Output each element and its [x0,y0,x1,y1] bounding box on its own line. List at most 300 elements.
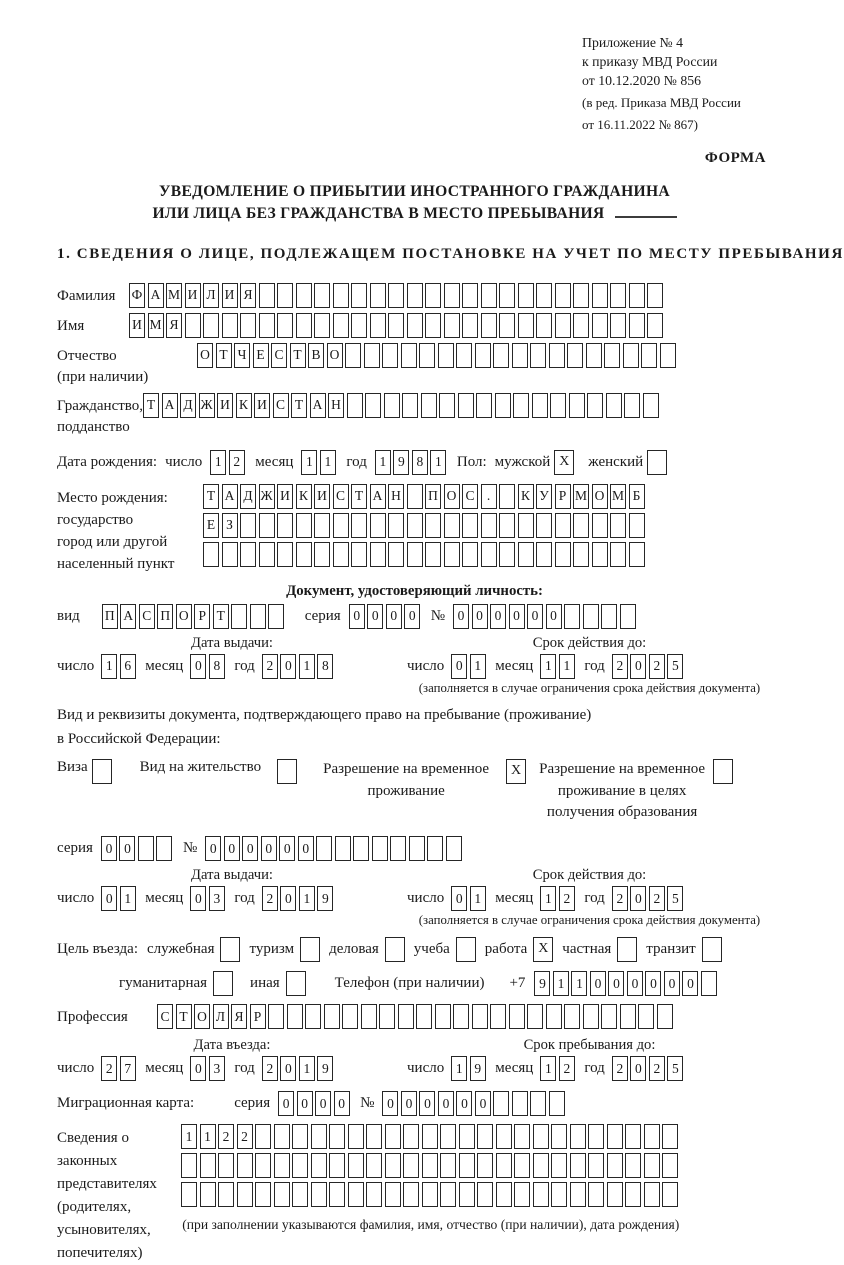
char-cell[interactable] [638,1004,654,1029]
char-cell[interactable] [385,1182,401,1207]
char-cell[interactable]: Я [231,1004,247,1029]
char-cell[interactable] [388,542,404,567]
char-cell[interactable]: Б [629,484,645,509]
char-cell[interactable] [296,283,312,308]
char-cell[interactable]: И [277,484,293,509]
char-cell[interactable]: 0 [101,836,117,861]
char-cell[interactable] [361,1004,377,1029]
char-cell[interactable] [644,1153,660,1178]
char-cell[interactable] [314,283,330,308]
char-cell[interactable]: С [333,484,349,509]
char-cell[interactable] [493,1091,509,1116]
char-cell[interactable] [624,393,640,418]
char-cell[interactable] [459,1182,475,1207]
char-cell[interactable]: 1 [181,1124,197,1149]
char-cell[interactable]: О [194,1004,210,1029]
char-cell[interactable]: 1 [553,971,569,996]
char-cell[interactable]: А [310,393,326,418]
char-cell[interactable] [499,484,515,509]
char-cell[interactable] [277,542,293,567]
char-cell[interactable] [296,542,312,567]
char-cell[interactable] [623,343,639,368]
char-cell[interactable] [422,1153,438,1178]
char-cell[interactable]: А [148,283,164,308]
char-cell[interactable] [398,1004,414,1029]
char-cell[interactable]: Я [240,283,256,308]
char-cell[interactable]: 0 [190,654,206,679]
char-cell[interactable]: Т [176,1004,192,1029]
char-cell[interactable] [181,1182,197,1207]
char-cell[interactable] [255,1153,271,1178]
char-cell[interactable]: 0 [280,1056,296,1081]
char-cell[interactable] [625,1153,641,1178]
char-cell[interactable] [370,542,386,567]
char-cell[interactable] [588,1124,604,1149]
char-cell[interactable] [587,393,603,418]
char-cell[interactable] [620,1004,636,1029]
char-cell[interactable] [277,283,293,308]
char-cell[interactable] [644,1124,660,1149]
char-cell[interactable] [458,393,474,418]
char-cell[interactable]: 1 [299,654,315,679]
char-cell[interactable] [370,513,386,538]
char-cell[interactable]: 0 [261,836,277,861]
char-cell[interactable]: 0 [349,604,365,629]
char-cell[interactable] [573,513,589,538]
char-cell[interactable] [530,1091,546,1116]
char-cell[interactable] [351,513,367,538]
char-cell[interactable]: О [592,484,608,509]
char-cell[interactable]: 8 [412,450,428,475]
char-cell[interactable] [277,313,293,338]
char-cell[interactable]: 1 [301,450,317,475]
residence-permit-checkbox[interactable] [277,759,297,784]
char-cell[interactable] [425,313,441,338]
char-cell[interactable]: 0 [334,1091,350,1116]
char-cell[interactable]: К [518,484,534,509]
char-cell[interactable] [536,542,552,567]
char-cell[interactable]: 9 [393,450,409,475]
char-cell[interactable] [660,343,676,368]
char-cell[interactable] [427,836,443,861]
char-cell[interactable]: М [573,484,589,509]
char-cell[interactable] [514,1124,530,1149]
char-cell[interactable]: Ф [129,283,145,308]
char-cell[interactable]: Е [253,343,269,368]
char-cell[interactable]: 0 [315,1091,331,1116]
char-cell[interactable]: 0 [386,604,402,629]
char-cell[interactable] [546,1004,562,1029]
purpose-chastnaya-checkbox[interactable] [617,937,637,962]
char-cell[interactable] [583,604,599,629]
char-cell[interactable] [644,1182,660,1207]
char-cell[interactable] [138,836,154,861]
char-cell[interactable] [218,1153,234,1178]
char-cell[interactable]: 2 [649,1056,665,1081]
char-cell[interactable]: М [166,283,182,308]
char-cell[interactable]: 0 [401,1091,417,1116]
char-cell[interactable]: 1 [540,1056,556,1081]
char-cell[interactable] [440,1182,456,1207]
char-cell[interactable]: Т [290,343,306,368]
char-cell[interactable] [422,1124,438,1149]
female-checkbox[interactable] [647,450,667,475]
char-cell[interactable]: 6 [120,654,136,679]
char-cell[interactable]: 1 [200,1124,216,1149]
char-cell[interactable] [324,1004,340,1029]
char-cell[interactable] [366,1153,382,1178]
char-cell[interactable] [407,313,423,338]
char-cell[interactable] [536,513,552,538]
char-cell[interactable]: О [197,343,213,368]
char-cell[interactable] [564,604,580,629]
char-cell[interactable] [277,513,293,538]
char-cell[interactable]: 9 [317,1056,333,1081]
char-cell[interactable]: 0 [278,1091,294,1116]
char-cell[interactable]: С [271,343,287,368]
char-cell[interactable] [518,283,534,308]
char-cell[interactable] [370,313,386,338]
char-cell[interactable] [567,343,583,368]
char-cell[interactable] [255,1182,271,1207]
char-cell[interactable] [364,343,380,368]
char-cell[interactable] [459,1153,475,1178]
char-cell[interactable] [342,1004,358,1029]
char-cell[interactable]: 9 [317,886,333,911]
char-cell[interactable] [481,313,497,338]
char-cell[interactable] [481,542,497,567]
char-cell[interactable] [403,1153,419,1178]
char-cell[interactable] [629,513,645,538]
char-cell[interactable]: 0 [451,886,467,911]
char-cell[interactable]: Л [213,1004,229,1029]
char-cell[interactable] [551,1153,567,1178]
char-cell[interactable] [512,1091,528,1116]
char-cell[interactable] [496,1124,512,1149]
char-cell[interactable] [514,1182,530,1207]
char-cell[interactable] [255,1124,271,1149]
char-cell[interactable]: С [157,1004,173,1029]
char-cell[interactable]: Ч [234,343,250,368]
char-cell[interactable]: 0 [527,604,543,629]
char-cell[interactable] [573,313,589,338]
char-cell[interactable] [499,542,515,567]
char-cell[interactable]: . [481,484,497,509]
char-cell[interactable]: М [610,484,626,509]
char-cell[interactable] [499,313,515,338]
char-cell[interactable] [607,1182,623,1207]
char-cell[interactable] [536,313,552,338]
char-cell[interactable] [629,313,645,338]
char-cell[interactable]: Р [250,1004,266,1029]
char-cell[interactable] [588,1153,604,1178]
char-cell[interactable] [472,1004,488,1029]
char-cell[interactable] [604,343,620,368]
char-cell[interactable]: Т [216,343,232,368]
char-cell[interactable] [573,542,589,567]
char-cell[interactable] [662,1182,678,1207]
char-cell[interactable]: Д [180,393,196,418]
char-cell[interactable] [333,313,349,338]
char-cell[interactable] [475,343,491,368]
char-cell[interactable]: Т [213,604,229,629]
char-cell[interactable] [493,343,509,368]
char-cell[interactable]: 0 [630,886,646,911]
char-cell[interactable] [462,513,478,538]
char-cell[interactable] [550,393,566,418]
char-cell[interactable] [379,1004,395,1029]
char-cell[interactable] [259,313,275,338]
char-cell[interactable] [701,971,717,996]
char-cell[interactable] [643,393,659,418]
char-cell[interactable]: 0 [453,604,469,629]
char-cell[interactable] [536,283,552,308]
char-cell[interactable]: Д [240,484,256,509]
char-cell[interactable] [335,836,351,861]
char-cell[interactable]: К [296,484,312,509]
char-cell[interactable] [365,393,381,418]
char-cell[interactable] [496,1182,512,1207]
char-cell[interactable] [509,1004,525,1029]
char-cell[interactable] [530,343,546,368]
char-cell[interactable] [268,604,284,629]
char-cell[interactable] [292,1153,308,1178]
char-cell[interactable] [444,283,460,308]
char-cell[interactable]: 2 [262,886,278,911]
char-cell[interactable]: И [222,283,238,308]
char-cell[interactable]: 0 [190,886,206,911]
char-cell[interactable]: О [327,343,343,368]
char-cell[interactable]: 1 [320,450,336,475]
char-cell[interactable] [181,1153,197,1178]
male-checkbox[interactable]: X [554,450,574,475]
char-cell[interactable] [564,1004,580,1029]
char-cell[interactable] [662,1153,678,1178]
char-cell[interactable] [222,313,238,338]
char-cell[interactable]: И [129,313,145,338]
char-cell[interactable]: 2 [237,1124,253,1149]
char-cell[interactable]: 1 [101,654,117,679]
char-cell[interactable] [351,313,367,338]
char-cell[interactable] [409,836,425,861]
char-cell[interactable]: 5 [667,886,683,911]
char-cell[interactable] [222,542,238,567]
char-cell[interactable] [345,343,361,368]
char-cell[interactable] [444,542,460,567]
char-cell[interactable]: 0 [298,836,314,861]
char-cell[interactable] [570,1124,586,1149]
char-cell[interactable] [353,836,369,861]
char-cell[interactable] [425,283,441,308]
char-cell[interactable] [586,343,602,368]
char-cell[interactable] [425,513,441,538]
char-cell[interactable]: Т [203,484,219,509]
char-cell[interactable]: 0 [451,654,467,679]
char-cell[interactable] [518,513,534,538]
char-cell[interactable]: 0 [242,836,258,861]
char-cell[interactable] [481,283,497,308]
char-cell[interactable]: О [176,604,192,629]
char-cell[interactable]: 1 [540,654,556,679]
char-cell[interactable]: 2 [262,654,278,679]
char-cell[interactable]: 0 [280,886,296,911]
char-cell[interactable] [231,604,247,629]
char-cell[interactable]: 0 [475,1091,491,1116]
char-cell[interactable]: К [236,393,252,418]
char-cell[interactable] [388,513,404,538]
char-cell[interactable] [629,542,645,567]
char-cell[interactable] [274,1153,290,1178]
char-cell[interactable] [370,283,386,308]
char-cell[interactable]: П [425,484,441,509]
char-cell[interactable]: Р [555,484,571,509]
char-cell[interactable] [438,343,454,368]
char-cell[interactable]: Ж [199,393,215,418]
char-cell[interactable]: 0 [404,604,420,629]
char-cell[interactable]: 2 [101,1056,117,1081]
char-cell[interactable] [555,542,571,567]
char-cell[interactable] [385,1153,401,1178]
purpose-tranzit-checkbox[interactable] [702,937,722,962]
char-cell[interactable] [185,313,201,338]
char-cell[interactable]: И [217,393,233,418]
char-cell[interactable] [329,1124,345,1149]
char-cell[interactable] [629,283,645,308]
purpose-sluzhebnaya-checkbox[interactable] [220,937,240,962]
char-cell[interactable]: Т [143,393,159,418]
char-cell[interactable] [610,283,626,308]
char-cell[interactable]: Е [203,513,219,538]
char-cell[interactable] [592,283,608,308]
char-cell[interactable] [421,393,437,418]
purpose-gumanitarnaya-checkbox[interactable] [213,971,233,996]
purpose-rabota-checkbox[interactable]: X [533,937,553,962]
char-cell[interactable] [329,1153,345,1178]
char-cell[interactable] [476,393,492,418]
char-cell[interactable]: Н [328,393,344,418]
char-cell[interactable]: 0 [509,604,525,629]
char-cell[interactable] [583,1004,599,1029]
char-cell[interactable] [462,313,478,338]
char-cell[interactable]: 1 [375,450,391,475]
char-cell[interactable] [240,542,256,567]
char-cell[interactable] [439,393,455,418]
char-cell[interactable] [499,513,515,538]
char-cell[interactable] [348,1153,364,1178]
char-cell[interactable]: 0 [608,971,624,996]
char-cell[interactable] [533,1124,549,1149]
char-cell[interactable] [372,836,388,861]
purpose-ucheba-checkbox[interactable] [456,937,476,962]
char-cell[interactable]: 0 [438,1091,454,1116]
char-cell[interactable]: А [222,484,238,509]
char-cell[interactable]: И [254,393,270,418]
purpose-inaya-checkbox[interactable] [286,971,306,996]
char-cell[interactable] [407,513,423,538]
char-cell[interactable] [446,836,462,861]
char-cell[interactable]: А [370,484,386,509]
char-cell[interactable] [477,1124,493,1149]
char-cell[interactable]: 0 [546,604,562,629]
char-cell[interactable] [477,1153,493,1178]
char-cell[interactable] [499,283,515,308]
char-cell[interactable]: 0 [224,836,240,861]
char-cell[interactable]: 0 [119,836,135,861]
char-cell[interactable] [532,393,548,418]
char-cell[interactable] [407,484,423,509]
char-cell[interactable]: 1 [470,654,486,679]
char-cell[interactable]: Р [194,604,210,629]
char-cell[interactable] [314,513,330,538]
char-cell[interactable]: 0 [456,1091,472,1116]
char-cell[interactable] [440,1124,456,1149]
char-cell[interactable] [444,313,460,338]
char-cell[interactable]: С [139,604,155,629]
char-cell[interactable] [462,283,478,308]
char-cell[interactable]: В [308,343,324,368]
char-cell[interactable]: 9 [470,1056,486,1081]
char-cell[interactable] [495,393,511,418]
char-cell[interactable]: 0 [367,604,383,629]
char-cell[interactable] [268,1004,284,1029]
char-cell[interactable] [314,313,330,338]
char-cell[interactable] [259,513,275,538]
char-cell[interactable] [292,1124,308,1149]
char-cell[interactable] [351,283,367,308]
char-cell[interactable] [401,343,417,368]
char-cell[interactable] [514,1153,530,1178]
visa-checkbox[interactable] [92,759,112,784]
char-cell[interactable] [348,1182,364,1207]
char-cell[interactable] [625,1182,641,1207]
char-cell[interactable]: 7 [120,1056,136,1081]
char-cell[interactable] [490,1004,506,1029]
char-cell[interactable]: 1 [299,1056,315,1081]
char-cell[interactable]: 2 [218,1124,234,1149]
char-cell[interactable]: 0 [664,971,680,996]
char-cell[interactable] [610,513,626,538]
char-cell[interactable] [570,1182,586,1207]
char-cell[interactable]: 3 [209,1056,225,1081]
char-cell[interactable]: 2 [612,654,628,679]
char-cell[interactable] [551,1124,567,1149]
char-cell[interactable] [240,513,256,538]
char-cell[interactable]: 3 [209,886,225,911]
char-cell[interactable] [601,1004,617,1029]
char-cell[interactable] [311,1182,327,1207]
char-cell[interactable]: 1 [299,886,315,911]
char-cell[interactable] [388,313,404,338]
char-cell[interactable]: И [185,283,201,308]
char-cell[interactable]: 2 [612,886,628,911]
char-cell[interactable] [366,1182,382,1207]
char-cell[interactable]: 8 [209,654,225,679]
char-cell[interactable]: З [222,513,238,538]
char-cell[interactable] [259,542,275,567]
char-cell[interactable]: Т [291,393,307,418]
char-cell[interactable] [296,513,312,538]
char-cell[interactable] [435,1004,451,1029]
char-cell[interactable]: Т [351,484,367,509]
char-cell[interactable]: Я [166,313,182,338]
char-cell[interactable] [592,513,608,538]
char-cell[interactable] [200,1153,216,1178]
char-cell[interactable] [348,1124,364,1149]
char-cell[interactable] [610,542,626,567]
char-cell[interactable]: 2 [229,450,245,475]
char-cell[interactable] [274,1124,290,1149]
char-cell[interactable] [333,542,349,567]
